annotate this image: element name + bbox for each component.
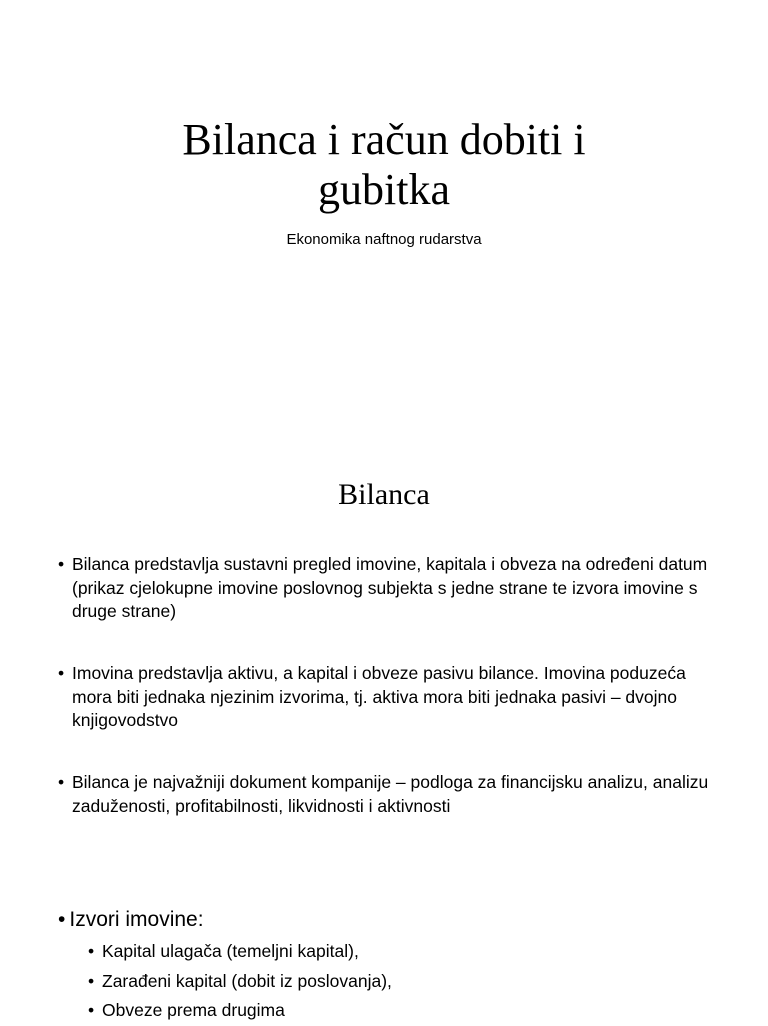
sources-heading <box>58 906 204 934</box>
bullet-item <box>58 662 728 733</box>
bullet-list-1 <box>58 553 728 624</box>
source-text: Obveze prema drugima <box>102 1000 285 1020</box>
presentation-title <box>0 115 768 215</box>
bullet-icon: • <box>58 908 66 931</box>
bullet-icon: • <box>58 663 65 683</box>
bullet-item <box>58 771 728 818</box>
bullet-icon: • <box>88 1000 95 1020</box>
sources-list <box>88 937 392 1026</box>
bullet-list-3 <box>58 771 728 818</box>
source-item <box>88 937 392 967</box>
source-text: Kapital ulagača (temeljni kapital), <box>102 941 359 961</box>
source-item <box>88 996 392 1026</box>
bullet-icon: • <box>58 772 65 792</box>
presentation-subtitle: Ekonomika naftnog rudarstva <box>286 231 482 248</box>
presentation-title-line-1: Bilanca i račun dobiti i <box>182 115 586 164</box>
title-slide <box>0 0 768 440</box>
bullet-item <box>58 553 728 624</box>
source-text: Zarađeni kapital (dobit iz poslovanja), <box>102 970 392 991</box>
bullet-icon: • <box>88 970 95 991</box>
bullet-text: Imovina predstavlja aktivu, a kapital i obveze pasivu bilance. Imovina poduzeća mora biti jednaka njezinim izvorima, tj. aktiva mora biti jednaka pasivi – dvojno knjigovodstvo <box>72 663 686 730</box>
slide-title: Bilanca <box>338 478 430 511</box>
sources-heading-text: Izvori imovine: <box>69 908 204 931</box>
bullet-list-2 <box>58 662 728 733</box>
source-item <box>88 967 392 997</box>
presentation-title-line-2: gubitka <box>318 165 450 214</box>
bullet-text: Bilanca je najvažniji dokument kompanije – podloga za financijsku analizu, analizu zaduženosti, profitabilnosti, likvidnosti i aktivnosti <box>72 772 709 816</box>
bullet-icon: • <box>88 941 95 961</box>
bullet-text: Bilanca predstavlja sustavni pregled imovine, kapitala i obveza na određeni datum (prikaz cjelokupne imovine poslovnog subjekta s jedne strane te izvora imovine s druge strane) <box>72 554 708 621</box>
bullet-icon: • <box>58 554 65 574</box>
bilanca-slide <box>0 440 768 1024</box>
